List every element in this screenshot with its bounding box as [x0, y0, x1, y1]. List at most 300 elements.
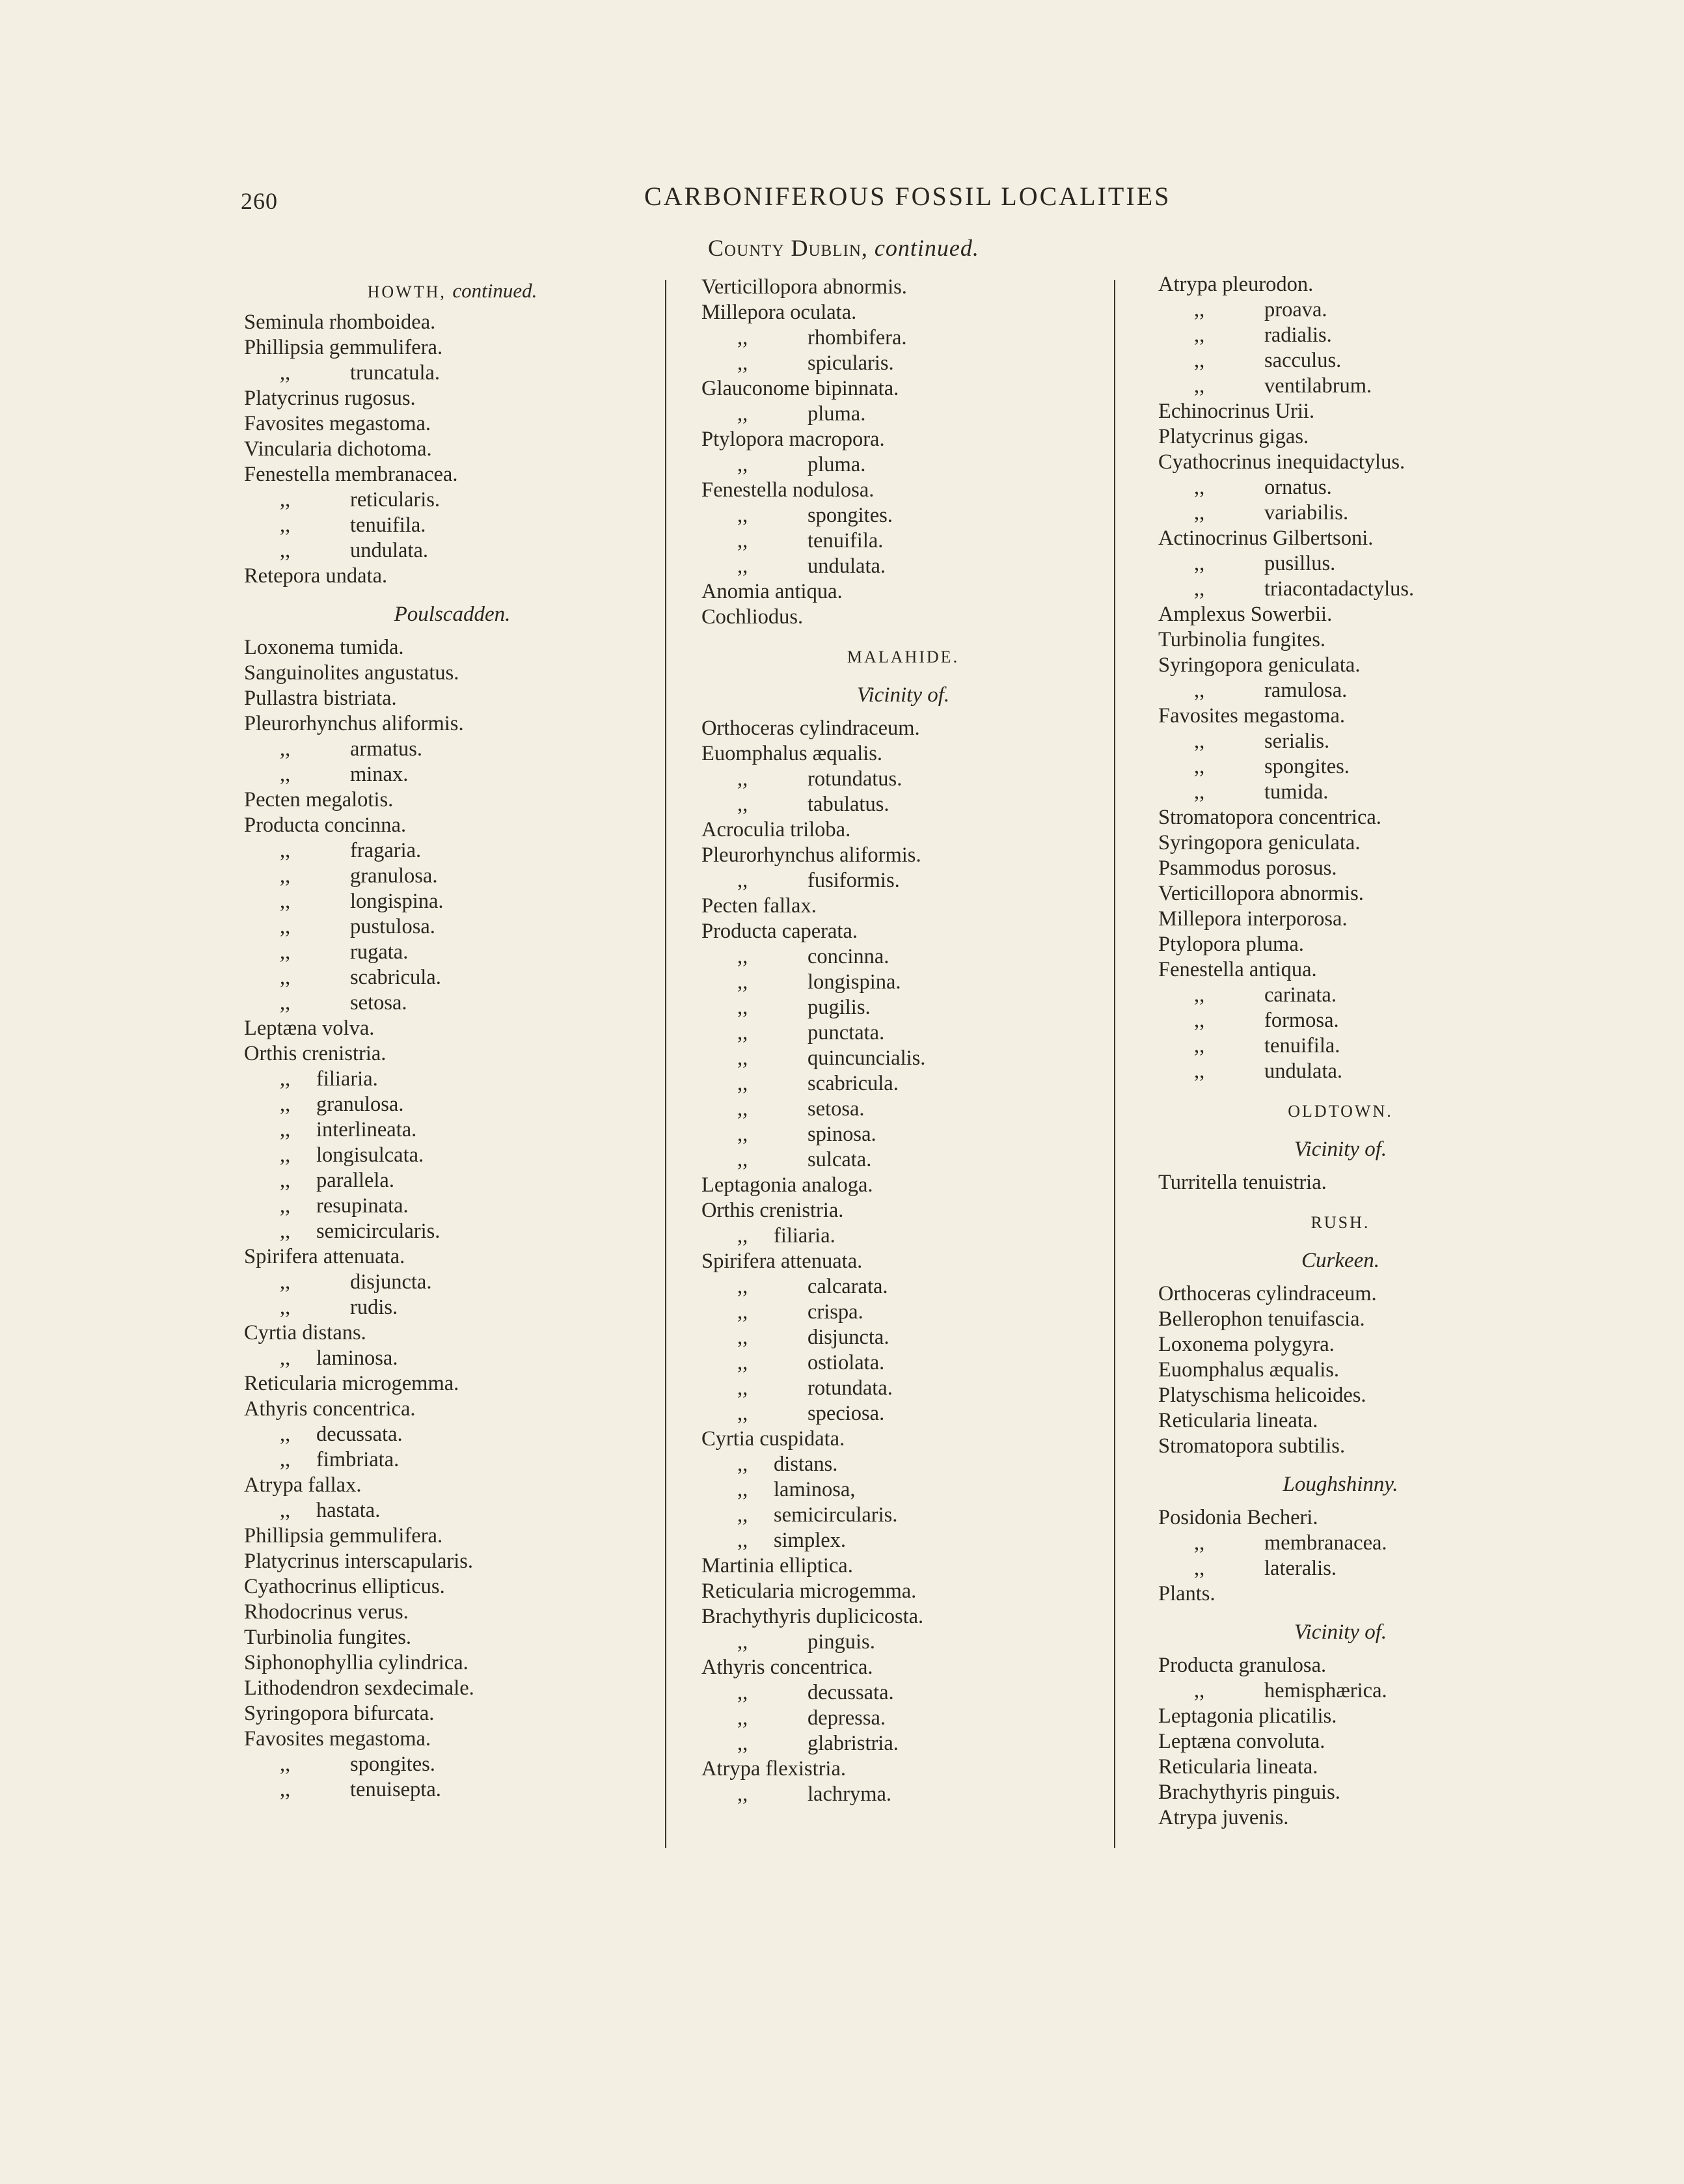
- species-entry: [701, 1325, 1105, 1350]
- ditto-mark: ,,: [1194, 1059, 1205, 1083]
- species-entry: [701, 1071, 1105, 1097]
- species-entry: [1158, 323, 1523, 348]
- column-1: [244, 278, 660, 1803]
- species-entry: [701, 919, 1105, 944]
- species-name: quincuncialis.: [808, 1046, 926, 1070]
- species-name: ventilabrum.: [1264, 374, 1372, 398]
- species-entry: [701, 1122, 1105, 1147]
- species-entry: [1158, 1281, 1523, 1307]
- species-name: Orthoceras cylindraceum.: [701, 717, 920, 740]
- species-entry: [244, 310, 660, 335]
- species-entry: [1158, 856, 1523, 881]
- species-entry: [1158, 399, 1523, 424]
- locality-name: OLDTOWN.: [1288, 1102, 1393, 1121]
- species-name: fragaria.: [350, 839, 422, 862]
- locality-heading: [244, 278, 660, 303]
- ditto-mark: ,,: [1194, 755, 1205, 778]
- species-entry: [701, 1706, 1105, 1731]
- locality-name: HOWTH,: [367, 282, 446, 301]
- species-entry: [1158, 1008, 1523, 1033]
- ditto-mark: ,,: [1194, 374, 1205, 398]
- species-entry: [1158, 551, 1523, 577]
- species-name: undulata.: [1264, 1059, 1343, 1083]
- species-name: Leptagonia analoga.: [701, 1173, 873, 1197]
- species-entry: [1158, 805, 1523, 830]
- species-entry: [701, 868, 1105, 894]
- species-name: setosa.: [350, 991, 407, 1015]
- species-name: Stromatopora subtilis.: [1158, 1434, 1346, 1458]
- species-name: Orthis crenistria.: [701, 1199, 844, 1222]
- species-entry: [244, 1371, 660, 1397]
- ditto-mark: ,,: [280, 1143, 291, 1167]
- species-name: Pullastra bistriata.: [244, 687, 397, 710]
- species-entry: [701, 1579, 1105, 1604]
- species-name: Cyrtia distans.: [244, 1321, 366, 1345]
- species-name: Phillipsia gemmulifera.: [244, 1524, 443, 1548]
- species-name: Leptagonia plicatilis.: [1158, 1704, 1337, 1728]
- species-entry: [1158, 1531, 1523, 1556]
- species-entry: [1158, 1505, 1523, 1531]
- species-entry: [701, 1249, 1105, 1274]
- species-name: Stromatopora concentrica.: [1158, 806, 1381, 829]
- species-name: disjuncta.: [808, 1326, 890, 1349]
- species-name: Amplexus Sowerbii.: [1158, 603, 1333, 626]
- species-name: scabricula.: [350, 966, 441, 989]
- species-name: pluma.: [808, 453, 866, 476]
- species-entry: [1158, 1383, 1523, 1408]
- species-name: punctata.: [808, 1021, 885, 1044]
- species-entry: [1158, 1307, 1523, 1332]
- species-name: Syringopora bifurcata.: [244, 1702, 435, 1725]
- species-name: Syringopora geniculata.: [1158, 653, 1361, 677]
- species-name: distans.: [774, 1453, 838, 1476]
- species-name: Producta granulosa.: [1158, 1654, 1327, 1677]
- species-name: Psammodus porosus.: [1158, 856, 1337, 880]
- species-entry: [244, 1219, 660, 1244]
- ditto-mark: ,,: [737, 504, 748, 527]
- ditto-mark: ,,: [280, 1194, 291, 1218]
- species-entry: [701, 1173, 1105, 1198]
- ditto-mark: ,,: [280, 1346, 291, 1370]
- species-name: decussata.: [808, 1681, 894, 1704]
- ditto-mark: ,,: [737, 554, 748, 578]
- species-name: Producta concinna.: [244, 813, 407, 837]
- ditto-mark: ,,: [737, 793, 748, 816]
- species-name: Euomphalus æqualis.: [701, 742, 883, 765]
- species-entry: [1158, 830, 1523, 856]
- species-name: Vincularia dichotoma.: [244, 437, 432, 461]
- species-name: spongites.: [350, 1753, 435, 1776]
- species-entry: [244, 1067, 660, 1092]
- ditto-mark: ,,: [737, 1326, 748, 1349]
- species-name: Martinia elliptica.: [701, 1554, 853, 1577]
- species-name: pusillus.: [1264, 552, 1336, 575]
- ditto-mark: ,,: [280, 839, 291, 862]
- species-entry: [244, 1320, 660, 1346]
- locality-heading: [1158, 1099, 1523, 1124]
- species-name: Pecten fallax.: [701, 894, 817, 918]
- species-entry: [244, 661, 660, 686]
- species-name: Syringopora geniculata.: [1158, 831, 1361, 854]
- ditto-mark: ,,: [737, 1503, 748, 1527]
- county-continued: continued.: [874, 235, 979, 261]
- species-entry: [1158, 653, 1523, 678]
- ditto-mark: ,,: [737, 1630, 748, 1654]
- species-entry: [1158, 450, 1523, 475]
- species-entry: [701, 402, 1105, 427]
- species-entry: [244, 513, 660, 538]
- ditto-mark: ,,: [280, 1118, 291, 1141]
- ditto-mark: ,,: [737, 351, 748, 375]
- locality-heading: [701, 644, 1105, 670]
- species-name: rotundatus.: [808, 767, 903, 791]
- ditto-mark: ,,: [280, 361, 291, 385]
- species-entry: [1158, 272, 1523, 297]
- species-name: Leptæna volva.: [244, 1017, 375, 1040]
- species-entry: [701, 1630, 1105, 1655]
- species-name: Pleurorhynchus aliformis.: [244, 712, 464, 735]
- species-entry: [244, 1498, 660, 1523]
- ditto-mark: ,,: [737, 1782, 748, 1806]
- species-name: Turbinolia fungites.: [244, 1626, 412, 1649]
- species-entry: [701, 300, 1105, 325]
- species-entry: [1158, 983, 1523, 1008]
- species-entry: [701, 970, 1105, 995]
- ditto-mark: ,,: [1194, 1531, 1205, 1555]
- species-name: fimbriata.: [316, 1448, 400, 1471]
- county-name: County Dublin,: [708, 235, 868, 261]
- species-entry: [244, 686, 660, 711]
- species-name: Cyathocrinus ellipticus.: [244, 1575, 445, 1598]
- species-name: longisulcata.: [316, 1143, 424, 1167]
- species-entry: [244, 1016, 660, 1041]
- species-entry: [1158, 1332, 1523, 1358]
- species-entry: [244, 940, 660, 965]
- species-entry: [701, 1097, 1105, 1122]
- species-name: Verticillopora abnormis.: [1158, 882, 1364, 905]
- ditto-mark: ,,: [1194, 730, 1205, 753]
- species-name: Loxonema polygyra.: [1158, 1333, 1335, 1356]
- species-name: Euomphalus æqualis.: [1158, 1358, 1340, 1382]
- ditto-mark: ,,: [1194, 780, 1205, 804]
- species-name: Retepora undata.: [244, 564, 388, 588]
- species-name: pugilis.: [808, 996, 871, 1019]
- species-entry: [1158, 348, 1523, 374]
- species-entry: [701, 1528, 1105, 1553]
- ditto-mark: ,,: [737, 1732, 748, 1755]
- species-name: sacculus.: [1264, 349, 1342, 372]
- ditto-mark: ,,: [280, 864, 291, 888]
- species-entry: [244, 1397, 660, 1422]
- species-name: Actinocrinus Gilbertsoni.: [1158, 526, 1374, 550]
- species-entry: [244, 1092, 660, 1117]
- species-entry: [244, 1549, 660, 1574]
- species-entry: [1158, 475, 1523, 500]
- species-entry: [244, 411, 660, 437]
- species-name: Lithodendron sexdecimale.: [244, 1676, 474, 1700]
- ditto-mark: ,,: [280, 940, 291, 964]
- species-name: Fenestella membranacea.: [244, 463, 458, 486]
- species-name: Millepora oculata.: [701, 301, 857, 324]
- species-name: Brachythyris pinguis.: [1158, 1781, 1340, 1804]
- species-entry: [1158, 627, 1523, 653]
- species-name: granulosa.: [316, 1093, 404, 1116]
- species-entry: [701, 478, 1105, 503]
- species-entry: [1158, 1170, 1523, 1195]
- ditto-mark: ,,: [280, 1448, 291, 1471]
- ditto-mark: ,,: [737, 996, 748, 1019]
- species-entry: [701, 1655, 1105, 1680]
- ditto-mark: ,,: [280, 539, 291, 562]
- species-entry: [1158, 1805, 1523, 1831]
- species-name: Cochliodus.: [701, 605, 804, 629]
- ditto-mark: ,,: [1194, 298, 1205, 321]
- species-name: calcarata.: [808, 1275, 888, 1298]
- ditto-mark: ,,: [737, 1275, 748, 1298]
- species-name: scabricula.: [808, 1072, 899, 1095]
- species-entry: [244, 1777, 660, 1803]
- species-entry: [701, 452, 1105, 478]
- ditto-mark: ,,: [737, 767, 748, 791]
- species-name: depressa.: [808, 1706, 886, 1730]
- species-entry: [1158, 1434, 1523, 1459]
- ditto-mark: ,,: [280, 991, 291, 1015]
- page-number: 260: [241, 188, 278, 214]
- species-entry: [701, 1604, 1105, 1630]
- species-entry: [1158, 1754, 1523, 1780]
- ditto-mark: ,,: [737, 1021, 748, 1044]
- ditto-mark: ,,: [737, 869, 748, 892]
- species-entry: [244, 1194, 660, 1219]
- species-entry: [244, 1523, 660, 1549]
- species-name: decussata.: [316, 1423, 403, 1446]
- species-entry: [701, 716, 1105, 741]
- species-entry: [1158, 602, 1523, 627]
- species-name: Orthis crenistria.: [244, 1042, 387, 1065]
- ditto-mark: ,,: [737, 529, 748, 553]
- species-entry: [244, 990, 660, 1016]
- species-entry: [701, 528, 1105, 554]
- species-name: Platycrinus rugosus.: [244, 387, 416, 410]
- column-rule-left: [665, 280, 666, 1848]
- species-name: Fenestella nodulosa.: [701, 478, 875, 502]
- species-name: Plants.: [1158, 1582, 1215, 1605]
- species-name: variabilis.: [1264, 501, 1349, 525]
- species-entry: [244, 1727, 660, 1752]
- species-name: granulosa.: [350, 864, 438, 888]
- ditto-mark: ,,: [1194, 552, 1205, 575]
- ditto-mark: ,,: [737, 1123, 748, 1146]
- species-entry: [701, 1680, 1105, 1706]
- species-entry: [244, 737, 660, 762]
- species-entry: [701, 1274, 1105, 1300]
- species-name: Fenestella antiqua.: [1158, 958, 1317, 981]
- species-entry: [701, 1731, 1105, 1756]
- locality-heading: [1158, 1210, 1523, 1235]
- species-entry: [701, 427, 1105, 452]
- ditto-mark: ,,: [1194, 1679, 1205, 1702]
- species-name: sulcata.: [808, 1148, 872, 1171]
- species-name: speciosa.: [808, 1402, 885, 1425]
- ditto-mark: ,,: [737, 1351, 748, 1374]
- species-name: Echinocrinus Urii.: [1158, 400, 1315, 423]
- species-entry: [244, 386, 660, 411]
- ditto-mark: ,,: [280, 890, 291, 913]
- species-name: undulata.: [350, 539, 429, 562]
- species-entry: [1158, 1581, 1523, 1607]
- place-subheading: Poulscadden.: [394, 603, 511, 626]
- species-name: Atrypa pleurodon.: [1158, 273, 1314, 296]
- species-entry: [1158, 780, 1523, 805]
- column-3: [1158, 272, 1523, 1831]
- species-name: Platyschisma helicoides.: [1158, 1384, 1366, 1407]
- species-entry: [701, 503, 1105, 528]
- species-name: Acroculia triloba.: [701, 818, 851, 841]
- species-name: spinosa.: [808, 1123, 876, 1146]
- species-entry: [701, 1046, 1105, 1071]
- species-name: longispina.: [350, 890, 444, 913]
- ditto-mark: ,,: [737, 1478, 748, 1501]
- species-name: Spirifera attenuata.: [244, 1245, 405, 1268]
- species-name: tenuisepta.: [350, 1778, 441, 1801]
- ditto-mark: ,,: [280, 1093, 291, 1116]
- locality-name: MALAHIDE.: [847, 648, 960, 666]
- species-entry: [244, 1143, 660, 1168]
- species-entry: [701, 1223, 1105, 1249]
- ditto-mark: ,,: [280, 488, 291, 512]
- species-entry: [1158, 1556, 1523, 1581]
- species-name: setosa.: [808, 1097, 865, 1121]
- species-name: interlineata.: [316, 1118, 417, 1141]
- species-entry: [701, 995, 1105, 1020]
- species-entry: [244, 635, 660, 661]
- species-name: rudis.: [350, 1296, 398, 1319]
- species-entry: [244, 1422, 660, 1447]
- species-entry: [701, 1401, 1105, 1426]
- species-entry: [244, 787, 660, 813]
- species-name: ramulosa.: [1264, 679, 1348, 702]
- species-name: Verticillopora abnormis.: [701, 275, 907, 299]
- species-name: tenuifila.: [1264, 1034, 1340, 1058]
- species-entry: [701, 376, 1105, 402]
- ditto-mark: ,,: [280, 1067, 291, 1091]
- species-entry: [1158, 1033, 1523, 1059]
- species-entry: [244, 1270, 660, 1295]
- species-entry: [701, 741, 1105, 767]
- county-heading: [708, 234, 979, 262]
- species-entry: [1158, 526, 1523, 551]
- species-entry: [244, 1752, 660, 1777]
- species-entry: [701, 1426, 1105, 1452]
- species-name: formosa.: [1264, 1009, 1339, 1032]
- species-entry: [701, 1147, 1105, 1173]
- ditto-mark: ,,: [280, 737, 291, 761]
- species-name: ostiolata.: [808, 1351, 885, 1374]
- species-name: truncatula.: [350, 361, 441, 385]
- ditto-mark: ,,: [737, 1529, 748, 1552]
- ditto-mark: ,,: [1194, 323, 1205, 347]
- place-subheading: Vicinity of.: [1294, 1620, 1387, 1644]
- species-entry: [701, 1782, 1105, 1807]
- species-name: tenuifila.: [350, 513, 426, 537]
- species-name: Favosites megastoma.: [244, 412, 431, 435]
- species-name: Brachythyris duplicicosta.: [701, 1605, 924, 1628]
- species-name: hemisphærica.: [1264, 1679, 1387, 1702]
- ditto-mark: ,,: [280, 1753, 291, 1776]
- species-name: Favosites megastoma.: [1158, 704, 1346, 728]
- ditto-mark: ,,: [737, 945, 748, 968]
- species-name: Turritella tenuistria.: [1158, 1171, 1327, 1194]
- species-entry: [1158, 1678, 1523, 1704]
- species-entry: [244, 538, 660, 564]
- species-name: crispa.: [808, 1300, 863, 1324]
- place-subheading: Vicinity of.: [856, 683, 950, 707]
- species-entry: [244, 1473, 660, 1498]
- species-name: resupinata.: [316, 1194, 409, 1218]
- species-name: Atrypa juvenis.: [1158, 1806, 1289, 1829]
- species-entry: [701, 1452, 1105, 1477]
- ditto-mark: ,,: [280, 1423, 291, 1446]
- species-entry: [701, 554, 1105, 579]
- species-name: Ptylopora pluma.: [1158, 933, 1304, 956]
- species-entry: [244, 487, 660, 513]
- species-entry: [244, 1346, 660, 1371]
- species-entry: [1158, 754, 1523, 780]
- ditto-mark: ,,: [280, 966, 291, 989]
- species-name: Reticularia microgemma.: [701, 1579, 917, 1603]
- species-name: Ptylopora macropora.: [701, 428, 885, 451]
- species-name: proava.: [1264, 298, 1327, 321]
- species-entry: [701, 1756, 1105, 1782]
- ditto-mark: ,,: [1194, 1557, 1205, 1580]
- species-name: Cyrtia cuspidata.: [701, 1427, 845, 1451]
- ditto-mark: ,,: [737, 1224, 748, 1248]
- species-entry: [244, 1168, 660, 1194]
- species-entry: [701, 767, 1105, 792]
- species-name: reticularis.: [350, 488, 441, 512]
- species-entry: [244, 1117, 660, 1143]
- species-name: longispina.: [808, 970, 901, 994]
- species-entry: [1158, 500, 1523, 526]
- species-name: fusiformis.: [808, 869, 900, 892]
- species-name: hastata.: [316, 1499, 381, 1522]
- locality-continued: continued.: [452, 279, 537, 302]
- species-entry: [244, 1600, 660, 1625]
- species-name: tumida.: [1264, 780, 1329, 804]
- ditto-mark: ,,: [737, 453, 748, 476]
- species-name: parallela.: [316, 1169, 394, 1192]
- species-entry: [244, 762, 660, 787]
- species-entry: [1158, 957, 1523, 983]
- species-entry: [244, 1447, 660, 1473]
- species-entry: [701, 275, 1105, 300]
- species-entry: [701, 1553, 1105, 1579]
- species-name: semicircularis.: [316, 1220, 441, 1243]
- species-entry: [244, 1676, 660, 1701]
- species-name: Spirifera attenuata.: [701, 1249, 863, 1273]
- column-rule-right: [1114, 280, 1115, 1848]
- species-name: Leptæna convoluta.: [1158, 1730, 1325, 1753]
- species-name: lateralis.: [1264, 1557, 1337, 1580]
- running-head: CARBONIFEROUS FOSSIL LOCALITIES: [644, 182, 1171, 211]
- ditto-mark: ,,: [280, 1169, 291, 1192]
- species-name: Glauconome bipinnata.: [701, 377, 899, 400]
- species-name: laminosa,: [774, 1478, 856, 1501]
- species-entry: [244, 462, 660, 487]
- species-entry: [701, 792, 1105, 817]
- species-name: spongites.: [808, 504, 893, 527]
- species-entry: [244, 1650, 660, 1676]
